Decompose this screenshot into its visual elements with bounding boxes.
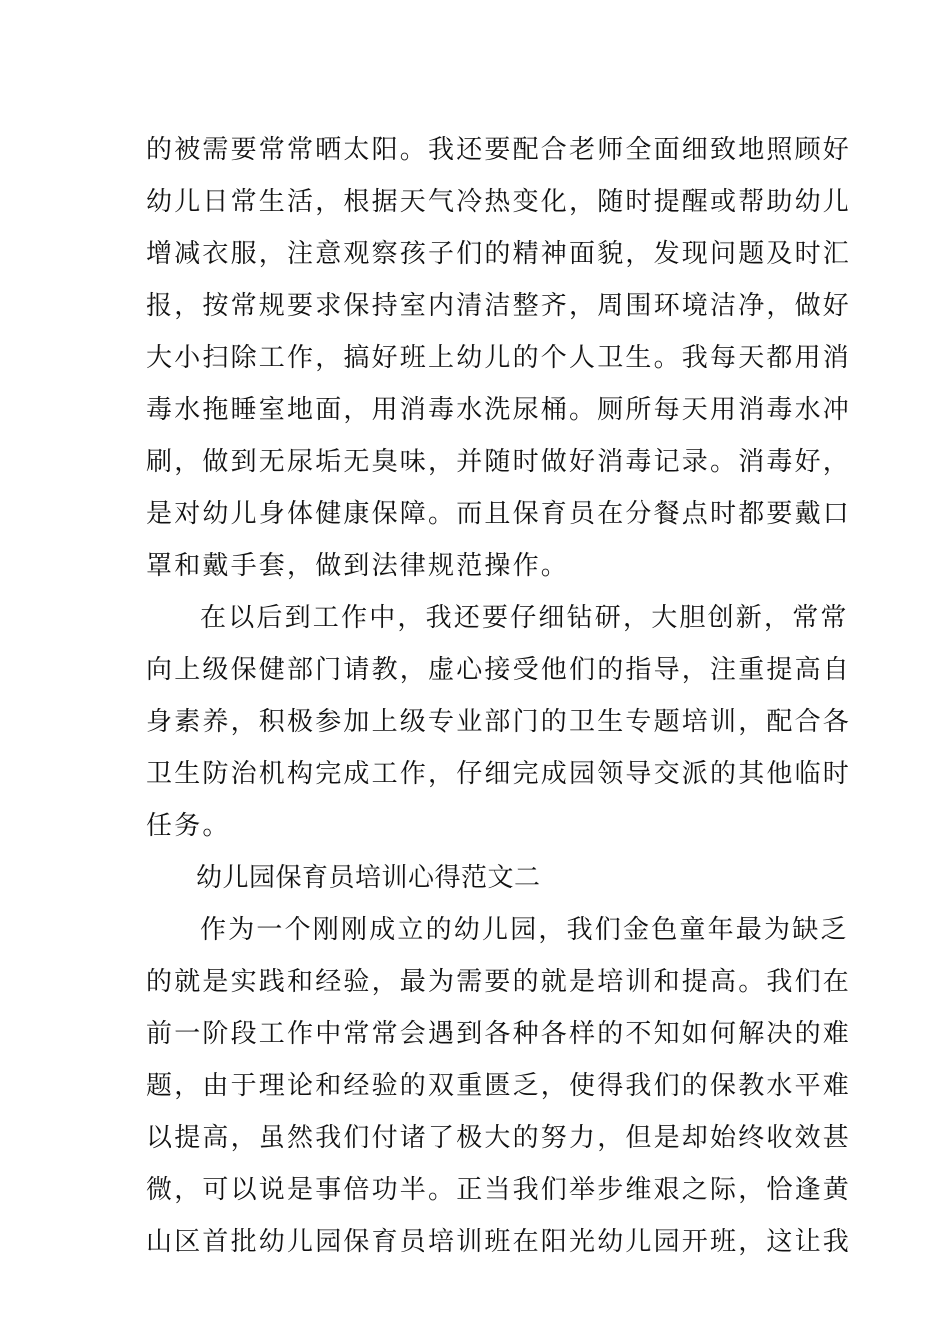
text-line: 幼儿日常生活，根据天气冷热变化，随时提醒或帮助幼儿 (146, 187, 852, 217)
text-line: 在以后到工作中，我还要仔细钻研，大胆创新，常常 (200, 603, 849, 633)
text-line: 向上级保健部门请教，虚心接受他们的指导，注重提高自 (146, 655, 852, 685)
paragraph-2 (146, 592, 852, 852)
text-line: 罩和戴手套，做到法律规范操作。 (146, 551, 570, 581)
text-line: 增减衣服，注意观察孩子们的精神面貌，发现问题及时汇 (146, 239, 852, 269)
text-line: 是对幼儿身体健康保障。而且保育员在分餐点时都要戴口 (146, 499, 852, 529)
document-body (146, 124, 852, 1268)
text-line: 卫生防治机构完成工作，仔细完成园领导交派的其他临时 (146, 759, 852, 789)
text-line: 大小扫除工作，搞好班上幼儿的个人卫生。我每天都用消 (146, 343, 852, 373)
text-line: 微，可以说是事倍功半。正当我们举步维艰之际，恰逢黄 (146, 1175, 852, 1205)
text-line: 题，由于理论和经验的双重匮乏，使得我们的保教水平难 (146, 1071, 852, 1101)
paragraph-1 (146, 124, 852, 592)
text-line: 山区首批幼儿园保育员培训班在阳光幼儿园开班，这让我 (146, 1227, 852, 1257)
text-line: 前一阶段工作中常常会遇到各种各样的不知如何解决的难 (146, 1019, 852, 1049)
text-line: 身素养，积极参加上级专业部门的卫生专题培训，配合各 (146, 707, 852, 737)
section-heading: 幼儿园保育员培训心得范文二 (196, 863, 541, 893)
text-line: 作为一个刚刚成立的幼儿园，我们金色童年最为缺乏 (200, 915, 849, 945)
text-line: 刷，做到无尿垢无臭味，并随时做好消毒记录。消毒好， (146, 447, 852, 477)
paragraph-3 (146, 904, 852, 1268)
text-line: 毒水拖睡室地面，用消毒水洗尿桶。厕所每天用消毒水冲 (146, 395, 852, 425)
text-line: 以提高，虽然我们付诸了极大的努力，但是却始终收效甚 (146, 1123, 852, 1153)
text-line: 任务。 (146, 811, 231, 841)
text-line: 的被需要常常晒太阳。我还要配合老师全面细致地照顾好 (146, 135, 852, 165)
text-line: 报，按常规要求保持室内清洁整齐，周围环境洁净，做好 (146, 291, 852, 321)
text-line: 的就是实践和经验，最为需要的就是培训和提高。我们在 (146, 967, 852, 997)
